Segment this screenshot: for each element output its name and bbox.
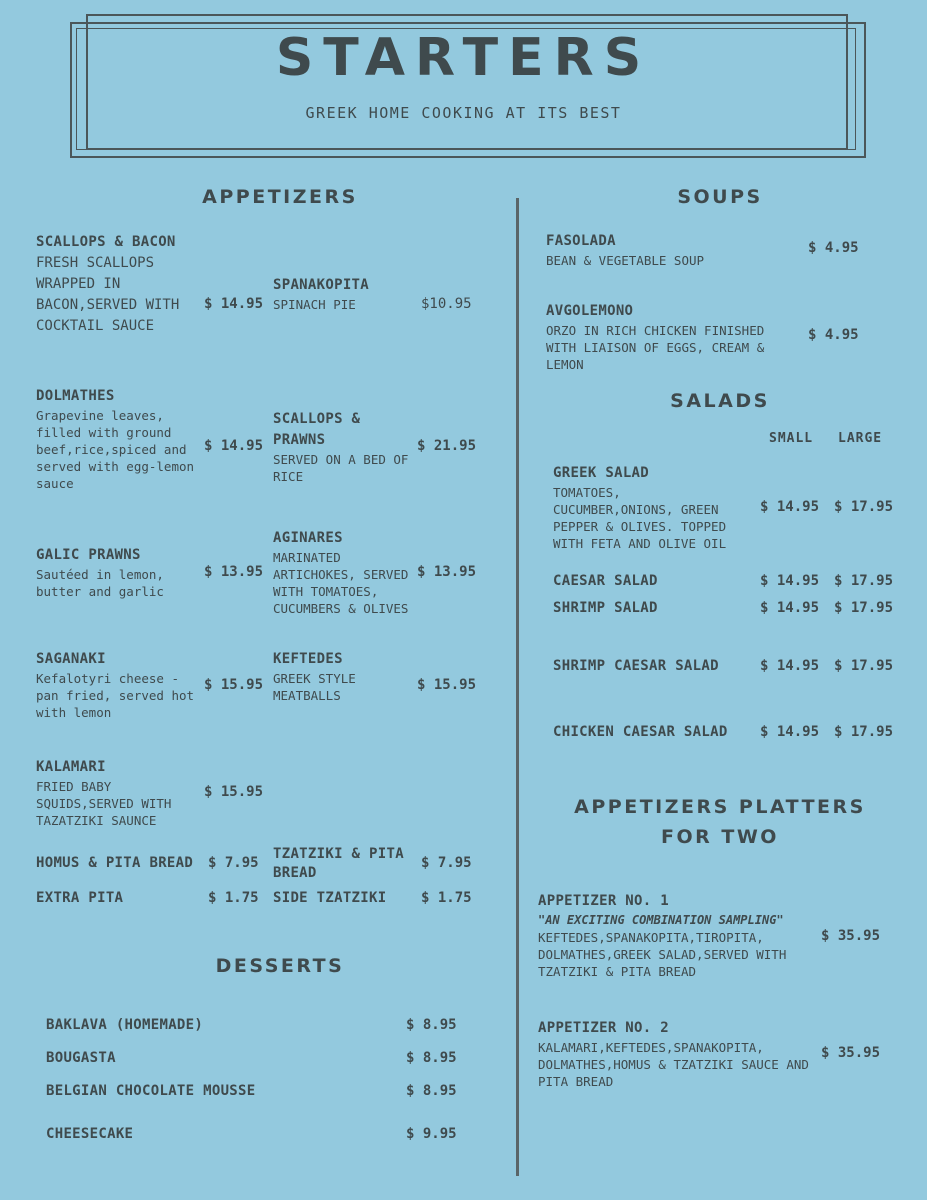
item-name: DOLMATHES	[36, 388, 115, 404]
platter-item	[538, 1018, 818, 1090]
salad-name: SHRIMP CAESAR SALAD	[553, 658, 719, 674]
item-price: $ 14.95	[204, 438, 264, 454]
item-desc: FRIED BABY SQUIDS,SERVED WITH TAZATZIKI SAUNCE	[36, 779, 172, 828]
item-price: $ 1.75	[421, 890, 472, 906]
item-desc: SERVED ON A BED OF RICE	[273, 452, 409, 484]
platters-heading-line1: APPETIZERS PLATTERS	[574, 796, 866, 818]
appetizers-heading: APPETIZERS	[202, 186, 358, 208]
item-price: $ 4.95	[808, 327, 859, 343]
item-name: KEFTEDES	[273, 651, 343, 667]
item-price: $ 14.95	[204, 296, 264, 312]
salad-item	[553, 463, 748, 552]
dessert-name: BOUGASTA	[46, 1050, 116, 1066]
item-desc: KEFTEDES,SPANAKOPITA,TIROPITA, DOLMATHES,GREEK SALAD,SERVED WITH TZATZIKI & PITA BREAD	[538, 930, 787, 979]
salad-price-large: $ 17.95	[834, 573, 894, 589]
item-name: APPETIZER NO. 2	[538, 1020, 669, 1036]
item-name: SAGANAKI	[36, 651, 106, 667]
menu-item-dolmathes	[36, 386, 196, 492]
salad-price-large: $ 17.95	[834, 499, 894, 515]
dessert-name: BELGIAN CHOCOLATE MOUSSE	[46, 1083, 256, 1099]
item-desc: MARINATED ARTICHOKES, SERVED WITH TOMATOES, CUCUMBERS & OLIVES	[273, 550, 409, 616]
salad-price-small: $ 14.95	[760, 499, 820, 515]
item-name: APPETIZER NO. 1	[538, 893, 669, 909]
item-price: $ 13.95	[417, 564, 477, 580]
column-divider	[516, 198, 519, 1176]
page-title: STARTERS	[275, 28, 652, 88]
menu-item-scallops-bacon	[36, 232, 201, 337]
item-name: KALAMARI	[36, 759, 106, 775]
soups-heading: SOUPS	[677, 186, 763, 208]
item-name: GALIC PRAWNS	[36, 547, 141, 563]
item-price: $ 13.95	[204, 564, 264, 580]
item-desc: SPINACH PIE	[273, 297, 356, 312]
dessert-price: $ 8.95	[406, 1083, 457, 1099]
item-price: $ 15.95	[204, 677, 264, 693]
item-desc: Grapevine leaves, filled with ground beef,rice,spiced and served with egg-lemon sauce	[36, 408, 195, 491]
dessert-price: $ 8.95	[406, 1017, 457, 1033]
item-desc: BEAN & VEGETABLE SOUP	[546, 253, 705, 268]
item-price: $ 15.95	[417, 677, 477, 693]
salad-name: CHICKEN CAESAR SALAD	[553, 724, 728, 740]
dessert-price: $ 9.95	[406, 1126, 457, 1142]
menu-item-kalamari	[36, 757, 186, 829]
dessert-price: $ 8.95	[406, 1050, 457, 1066]
item-price: $ 4.95	[808, 240, 859, 256]
dessert-name: CHEESECAKE	[46, 1126, 134, 1142]
salad-price-small: $ 14.95	[760, 573, 820, 589]
platter-item	[538, 891, 808, 980]
menu-item-galic-prawns	[36, 545, 196, 600]
item-price: $10.95	[421, 296, 472, 312]
item-name: SCALLOPS & PRAWNS	[273, 411, 361, 448]
salad-price-large: $ 17.95	[834, 658, 894, 674]
salad-price-small: $ 14.95	[760, 600, 820, 616]
salad-price-small: $ 14.95	[760, 658, 820, 674]
item-name: AVGOLEMONO	[546, 303, 634, 319]
salad-name: CAESAR SALAD	[553, 573, 658, 589]
salad-price-large: $ 17.95	[834, 724, 894, 740]
item-desc: GREEK STYLE MEATBALLS	[273, 671, 356, 703]
salad-col-small: SMALL	[769, 431, 814, 446]
item-name-extra-pita: EXTRA PITA	[36, 890, 124, 906]
desserts-heading: DESSERTS	[215, 955, 345, 977]
salad-name: SHRIMP SALAD	[553, 600, 658, 616]
item-desc: Sautéed in lemon, butter and garlic	[36, 567, 164, 599]
item-price: $ 7.95	[208, 855, 259, 871]
item-price: $ 35.95	[821, 928, 881, 944]
item-price: $ 21.95	[417, 438, 477, 454]
salads-heading: SALADS	[670, 390, 770, 412]
menu-item-scallops-prawns	[273, 409, 413, 485]
platters-heading-line2: FOR TWO	[661, 826, 779, 848]
item-price: $ 1.75	[208, 890, 259, 906]
menu-item-spanakopita	[273, 275, 418, 313]
item-name: SCALLOPS & BACON	[36, 234, 176, 250]
soup-item	[546, 231, 796, 269]
item-price: $ 15.95	[204, 784, 264, 800]
item-desc: TOMATOES, CUCUMBER,ONIONS, GREEN PEPPER & OLIVES. TOPPED WITH FETA AND OLIVE OIL	[553, 485, 727, 551]
menu-item-keftedes	[273, 649, 403, 704]
item-name-tzatziki-pita: TZATZIKI & PITA BREAD	[273, 846, 404, 881]
soup-item	[546, 301, 786, 373]
dessert-name: BAKLAVA (HOMEMADE)	[46, 1017, 204, 1033]
item-name: SPANAKOPITA	[273, 277, 370, 293]
item-name-side-tzatziki: SIDE TZATZIKI	[273, 890, 387, 906]
item-desc: Kefalotyri cheese - pan fried, served hot with lemon	[36, 671, 195, 720]
item-desc: KALAMARI,KEFTEDES,SPANAKOPITA, DOLMATHES,HOMUS & TZATZIKI SAUCE AND PITA BREAD	[538, 1040, 809, 1089]
item-name-homus: HOMUS & PITA BREAD	[36, 855, 194, 871]
salad-price-large: $ 17.95	[834, 600, 894, 616]
item-name: AGINARES	[273, 530, 343, 546]
item-desc: ORZO IN RICH CHICKEN FINISHED WITH LIAISON OF EGGS, CREAM & LEMON	[546, 323, 765, 372]
menu-item-aginares	[273, 528, 415, 617]
page-subtitle: GREEK HOME COOKING AT ITS BEST	[305, 104, 622, 122]
item-price: $ 35.95	[821, 1045, 881, 1061]
item-tagline: "AN EXCITING COMBINATION SAMPLING"	[538, 913, 784, 927]
item-name: GREEK SALAD	[553, 465, 650, 481]
menu-item-saganaki	[36, 649, 196, 721]
item-price: $ 7.95	[421, 855, 472, 871]
salad-col-large: LARGE	[838, 431, 883, 446]
salad-price-small: $ 14.95	[760, 724, 820, 740]
item-name: FASOLADA	[546, 233, 616, 249]
item-desc: FRESH SCALLOPS WRAPPED IN BACON,SERVED WITH COCKTAIL SAUCE	[36, 255, 180, 334]
